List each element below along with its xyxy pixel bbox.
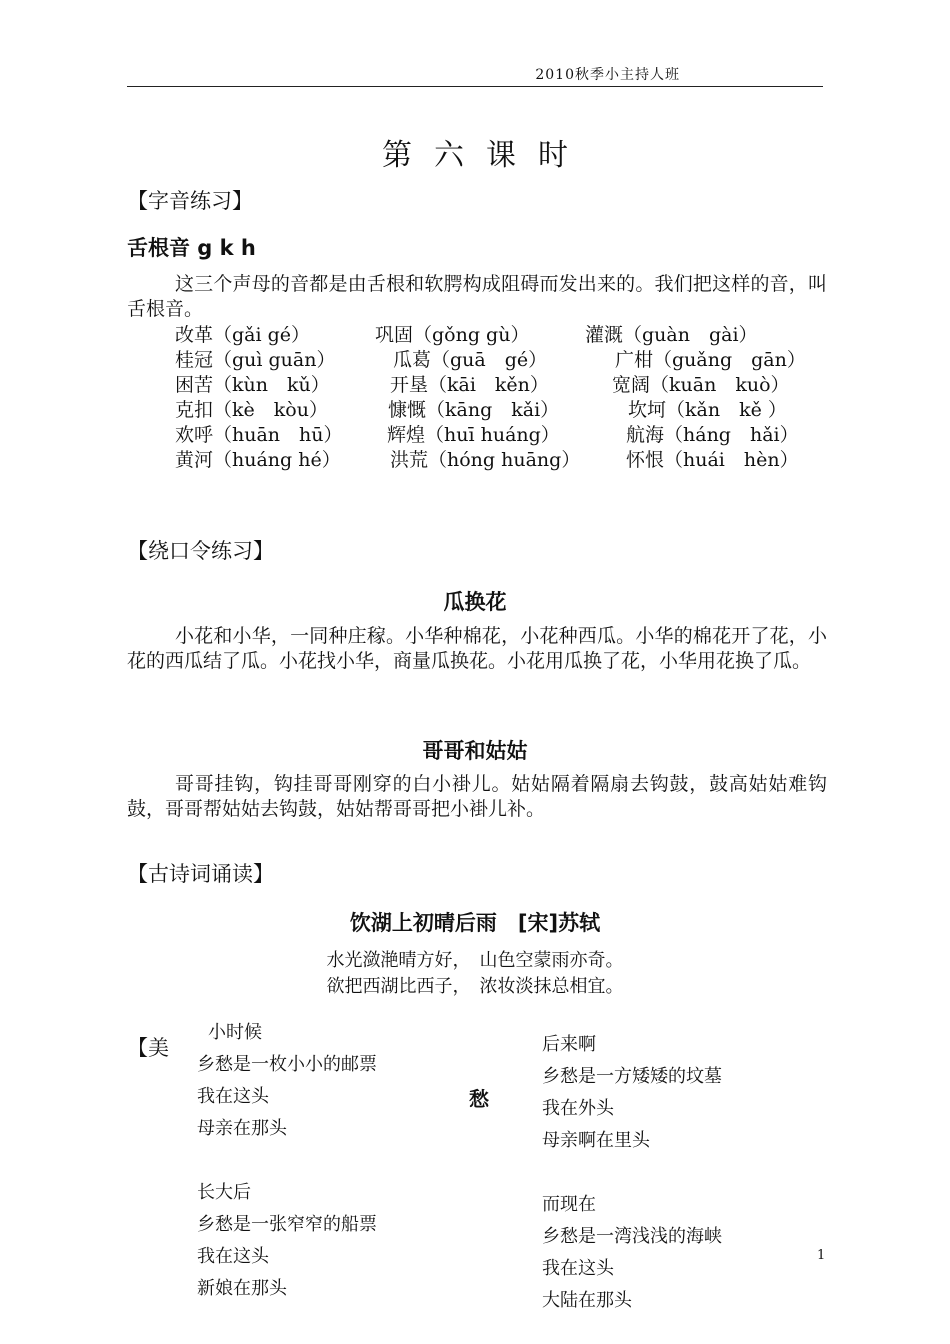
tongue-twister-text: 小花和小华，一同种庄稼。小华种棉花，小花种西瓜。小华的棉花开了花，小花的西瓜结了瓜。小花找小华，商量瓜换花。小花用瓜换了花，小华用花换了瓜。 bbox=[127, 625, 827, 672]
pinyin-row bbox=[175, 323, 825, 348]
tongue-twister-title: 哥哥和姑姑 bbox=[422, 739, 528, 763]
verse-line: 我在这头 bbox=[197, 1086, 269, 1107]
tongue-twister-text: 哥哥挂钩，钩挂哥哥刚穿的白小褂儿。姑姑隔着隔扇去钩鼓，鼓高姑姑难钩鼓，哥哥帮姑姑去钩鼓，姑姑帮哥哥把小褂儿补。 bbox=[127, 773, 827, 820]
pinyin-item: 航海（háng hǎi） bbox=[626, 424, 799, 446]
center-character: 愁 bbox=[469, 1087, 489, 1111]
page-number: 1 bbox=[817, 1248, 826, 1263]
pinyin-row bbox=[175, 448, 825, 473]
section-heading-poetry: 【古诗词诵读】 bbox=[127, 862, 274, 886]
pinyin-row bbox=[175, 373, 825, 398]
verse-line: 乡愁是一张窄窄的船票 bbox=[197, 1214, 377, 1235]
poem-line: 欲把西湖比西子， 浓妆淡抹总相宜。 bbox=[326, 976, 624, 997]
intro-paragraph: 这三个声母的音都是由舌根和软腭构成阻碍而发出来的。我们把这样的音，叫舌根音。 bbox=[127, 273, 827, 320]
pinyin-item: 黄河（huáng hé） bbox=[175, 449, 341, 471]
verse-line: 而现在 bbox=[542, 1194, 596, 1215]
pinyin-item: 瓜葛（guā gé） bbox=[393, 349, 548, 371]
verse-line: 乡愁是一湾浅浅的海峡 bbox=[542, 1226, 722, 1247]
verse-line: 乡愁是一方矮矮的坟墓 bbox=[542, 1066, 722, 1087]
verse-line: 我在外头 bbox=[542, 1098, 614, 1119]
verse-line: 母亲在那头 bbox=[197, 1118, 287, 1139]
pinyin-item: 坎坷（kǎn kě ） bbox=[628, 399, 787, 421]
pinyin-item: 困苦（kùn kǔ） bbox=[175, 374, 330, 396]
verse-line: 母亲啊在里头 bbox=[542, 1130, 650, 1151]
section-heading-recitation: 【美 bbox=[127, 1036, 169, 1060]
pinyin-item: 宽阔（kuān kuò） bbox=[612, 374, 790, 396]
section-heading-tongue-twisters: 【绕口令练习】 bbox=[127, 539, 274, 563]
pinyin-item: 慷慨（kāng kǎi） bbox=[388, 399, 560, 421]
pinyin-row bbox=[175, 398, 825, 423]
verse-line: 小时候 bbox=[208, 1018, 266, 1044]
pinyin-item: 辉煌（huī huáng） bbox=[387, 424, 560, 446]
verse-line: 大陆在那头 bbox=[542, 1290, 632, 1311]
tongue-twister-title: 瓜换花 bbox=[443, 590, 507, 614]
verse-line: 我在这头 bbox=[542, 1258, 614, 1279]
poem-title: 饮湖上初晴后雨 [宋]苏轼 bbox=[349, 911, 601, 935]
pinyin-row bbox=[175, 348, 825, 373]
verse-line: 乡愁是一枚小小的邮票 bbox=[197, 1054, 377, 1075]
subheading-velar-sounds: 舌根音 g k h bbox=[127, 236, 256, 260]
poem-line: 水光潋滟晴方好， 山色空蒙雨亦奇。 bbox=[326, 950, 624, 971]
header-rule bbox=[127, 86, 823, 87]
pinyin-row bbox=[175, 423, 825, 448]
pinyin-item: 桂冠（guì guān） bbox=[175, 349, 336, 371]
pinyin-item: 开垦（kāi kěn） bbox=[390, 374, 549, 396]
pinyin-item: 欢呼（huān hū） bbox=[175, 424, 343, 446]
pinyin-item: 巩固（gǒng gù） bbox=[375, 324, 530, 346]
verse-line: 后来啊 bbox=[542, 1034, 596, 1055]
pinyin-item: 洪荒（hóng huāng） bbox=[390, 449, 581, 471]
pinyin-item: 灌溉（guàn gài） bbox=[585, 324, 758, 346]
verse-line: 我在这头 bbox=[197, 1246, 269, 1267]
verse-line: 新娘在那头 bbox=[197, 1278, 287, 1299]
pinyin-item: 改革（gǎi gé） bbox=[175, 324, 311, 346]
page-title: 第六课时 bbox=[382, 138, 590, 173]
pinyin-item: 克扣（kè kòu） bbox=[175, 399, 328, 421]
verse-line: 长大后 bbox=[197, 1182, 251, 1203]
pinyin-item: 广柑（guǎng gān） bbox=[615, 349, 806, 371]
running-header: 2010秋季小主持人班 bbox=[535, 67, 680, 83]
section-heading-pronunciation: 【字音练习】 bbox=[127, 189, 253, 213]
pinyin-item: 怀恨（huái hèn） bbox=[626, 449, 799, 471]
